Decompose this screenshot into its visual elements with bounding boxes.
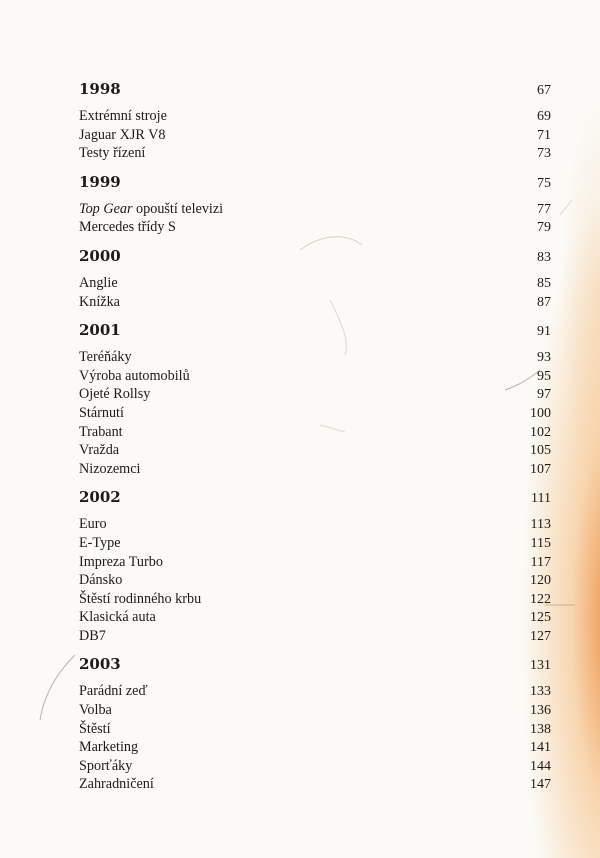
entry-title xyxy=(79,775,154,794)
entry-title-text: Volba xyxy=(79,702,112,719)
entry-title xyxy=(79,144,145,163)
entry-title-text: Zahradničení xyxy=(79,776,154,793)
entry-title-text: Klasická auta xyxy=(79,609,156,626)
section-heading xyxy=(79,655,551,677)
section-heading xyxy=(79,173,551,195)
entry-title xyxy=(79,348,132,367)
entry-title-text: Impreza Turbo xyxy=(79,553,163,570)
toc-entry xyxy=(79,348,551,367)
entry-title xyxy=(79,218,176,237)
entry-page-number: 71 xyxy=(537,127,551,143)
toc-entry xyxy=(79,682,551,701)
entry-title xyxy=(79,553,163,572)
entry-title xyxy=(79,423,123,442)
toc-entry xyxy=(79,720,551,739)
entry-title xyxy=(79,627,106,646)
toc-entry xyxy=(79,701,551,720)
toc-section xyxy=(79,173,551,237)
section-year: 2003 xyxy=(79,655,121,674)
entry-title xyxy=(79,274,118,293)
entry-title xyxy=(79,200,223,219)
entry-page-number: 138 xyxy=(530,721,551,737)
section-page-number: 75 xyxy=(537,175,551,191)
entry-title-text: Knížka xyxy=(79,293,120,310)
entry-page-number: 136 xyxy=(530,703,551,719)
entry-title xyxy=(79,738,138,757)
toc-entry xyxy=(79,571,551,590)
toc-entry xyxy=(79,423,551,442)
entry-title-text: opouští televizi xyxy=(132,200,224,217)
toc-entry xyxy=(79,515,551,534)
entry-page-number: 100 xyxy=(530,405,551,421)
toc-entry xyxy=(79,460,551,479)
toc-section xyxy=(79,488,551,645)
entry-title xyxy=(79,293,120,312)
table-of-contents xyxy=(79,80,551,804)
entry-page-number: 93 xyxy=(537,350,551,366)
entry-page-number: 102 xyxy=(530,424,551,440)
toc-entry xyxy=(79,200,551,219)
toc-entry xyxy=(79,441,551,460)
toc-entry xyxy=(79,608,551,627)
entry-title xyxy=(79,590,201,609)
entry-title-italic: Top Gear xyxy=(79,200,133,217)
entry-page-number: 113 xyxy=(530,517,551,533)
entry-title-text: Parádní zeď xyxy=(79,683,148,700)
entry-title xyxy=(79,107,167,126)
entry-title-text: Trabant xyxy=(79,423,123,440)
entry-title xyxy=(79,757,132,776)
entry-title-text: Mercedes třídy S xyxy=(79,219,176,236)
entry-page-number: 105 xyxy=(530,443,551,459)
toc-entry xyxy=(79,274,551,293)
entry-page-number: 147 xyxy=(530,777,551,793)
entry-title xyxy=(79,682,148,701)
toc-entry xyxy=(79,757,551,776)
section-year: 1999 xyxy=(79,172,121,191)
entry-title xyxy=(79,720,111,739)
entry-page-number: 85 xyxy=(537,275,551,291)
toc-entry xyxy=(79,144,551,163)
entry-title xyxy=(79,385,150,404)
section-heading xyxy=(79,488,551,510)
entry-title-text: Sporťáky xyxy=(79,757,133,774)
entry-title-text: Stárnutí xyxy=(79,404,124,421)
entry-page-number: 95 xyxy=(537,368,551,384)
entry-page-number: 97 xyxy=(537,387,551,403)
entry-page-number: 125 xyxy=(530,610,551,626)
entry-title-text: Marketing xyxy=(79,739,139,756)
entry-title xyxy=(79,441,119,460)
entry-page-number: 127 xyxy=(530,628,551,644)
entry-title-text: E-Type xyxy=(79,534,121,551)
entry-title xyxy=(79,367,190,386)
toc-entry xyxy=(79,590,551,609)
section-page-number: 91 xyxy=(537,324,551,340)
section-heading xyxy=(79,247,551,269)
toc-entry xyxy=(79,126,551,145)
toc-entry xyxy=(79,293,551,312)
toc-entry xyxy=(79,627,551,646)
entry-title xyxy=(79,515,107,534)
toc-entry xyxy=(79,385,551,404)
entry-title-text: DB7 xyxy=(79,627,106,644)
toc-section xyxy=(79,655,551,794)
entry-title xyxy=(79,571,122,590)
entry-page-number: 120 xyxy=(530,573,551,589)
entry-title-text: Euro xyxy=(79,516,107,533)
entry-page-number: 144 xyxy=(530,758,551,774)
entry-title-text: Štěstí xyxy=(79,720,111,737)
section-page-number: 83 xyxy=(537,249,551,265)
toc-entry xyxy=(79,534,551,553)
entry-title xyxy=(79,460,140,479)
entry-title-text: Teréňáky xyxy=(79,349,132,366)
toc-section xyxy=(79,80,551,163)
entry-title xyxy=(79,534,121,553)
section-year: 2002 xyxy=(79,488,121,507)
section-year: 1998 xyxy=(79,80,121,98)
toc-entry xyxy=(79,218,551,237)
entry-page-number: 133 xyxy=(530,684,551,700)
section-year: 2001 xyxy=(79,321,121,340)
toc-entry xyxy=(79,404,551,423)
toc-entry xyxy=(79,107,551,126)
toc-entry xyxy=(79,738,551,757)
section-year: 2000 xyxy=(79,246,121,265)
entry-title-text: Dánsko xyxy=(79,572,123,589)
toc-section xyxy=(79,321,551,478)
entry-page-number: 115 xyxy=(530,535,551,551)
toc-entry xyxy=(79,367,551,386)
entry-title xyxy=(79,404,124,423)
entry-title-text: Testy řízení xyxy=(79,145,146,162)
section-page-number: 131 xyxy=(530,658,551,674)
entry-page-number: 77 xyxy=(537,201,551,217)
entry-page-number: 107 xyxy=(530,461,551,477)
entry-page-number: 79 xyxy=(537,220,551,236)
entry-title-text: Ojeté Rollsy xyxy=(79,386,151,403)
entry-page-number: 69 xyxy=(537,109,551,124)
entry-title xyxy=(79,126,165,145)
section-heading xyxy=(79,321,551,343)
section-page-number: 111 xyxy=(531,491,551,507)
entry-title xyxy=(79,608,156,627)
toc-section xyxy=(79,247,551,311)
entry-title xyxy=(79,701,112,720)
toc-entry xyxy=(79,553,551,572)
section-page-number: 67 xyxy=(537,83,551,98)
entry-title-text: Anglie xyxy=(79,274,118,291)
entry-page-number: 141 xyxy=(530,740,551,756)
toc-entry xyxy=(79,775,551,794)
entry-title-text: Jaguar XJR V8 xyxy=(79,126,166,143)
entry-page-number: 87 xyxy=(537,294,551,310)
entry-title-text: Výroba automobilů xyxy=(79,367,190,384)
entry-title-text: Nizozemci xyxy=(79,460,141,477)
entry-page-number: 73 xyxy=(537,146,551,162)
entry-title-text: Vražda xyxy=(79,442,120,459)
entry-page-number: 122 xyxy=(530,591,551,607)
section-heading xyxy=(79,80,551,102)
entry-title-text: Štěstí rodinného krbu xyxy=(79,590,202,607)
entry-page-number: 117 xyxy=(530,554,551,570)
entry-title-text: Extrémní stroje xyxy=(79,108,167,124)
